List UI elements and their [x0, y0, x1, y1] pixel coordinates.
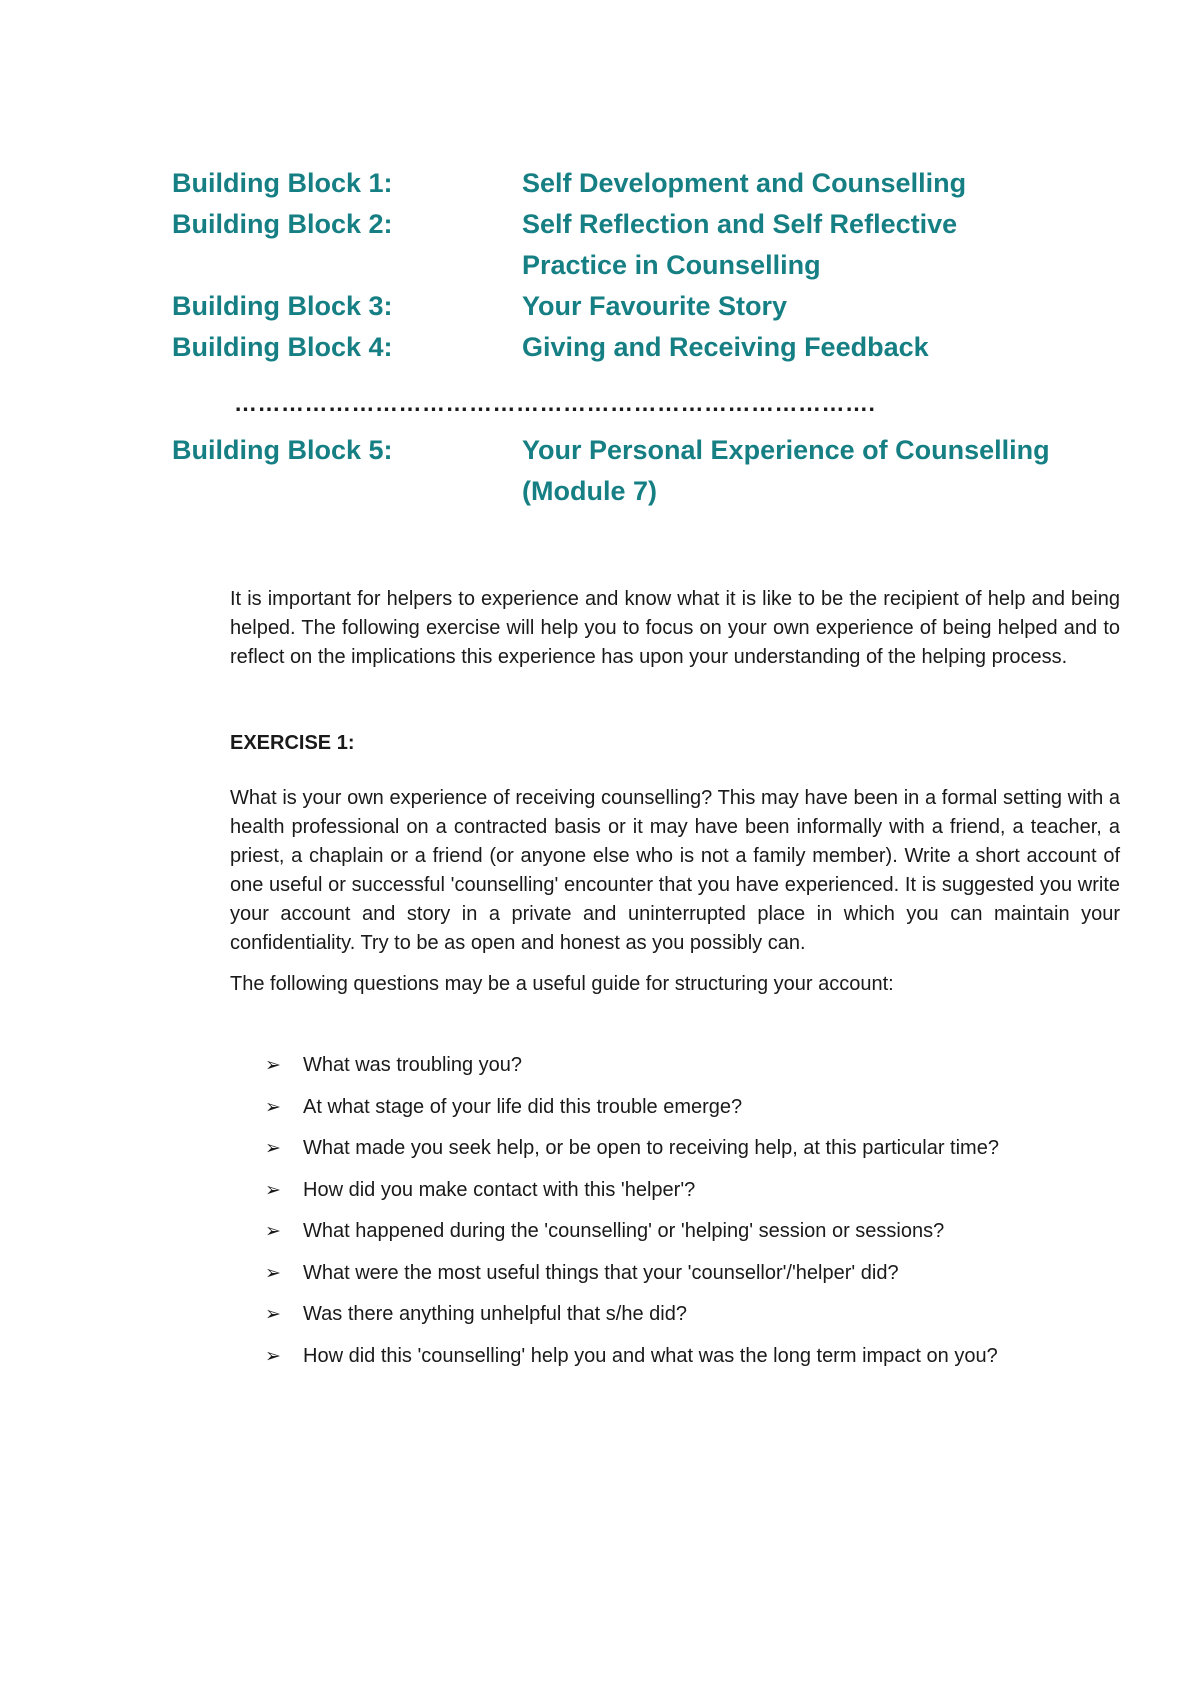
building-block-title: Self Reflection and Self Reflective Practice in Counselling [522, 209, 958, 280]
main-content [230, 585, 1120, 1383]
list-item [265, 1093, 1120, 1135]
question-text: At what stage of your life did this trouble emerge? [303, 1095, 743, 1118]
building-block-label: Building Block 5: [172, 435, 393, 465]
guide-intro: The following questions may be a useful guide for structuring your account: [230, 973, 894, 995]
building-block-label: Building Block 1: [172, 168, 393, 198]
question-text: Was there anything unhelpful that s/he did? [303, 1303, 687, 1325]
arrow-bullet-icon: ➢ [265, 1304, 281, 1325]
building-block-title: Self Development and Counselling [522, 168, 967, 198]
building-block-row [172, 430, 1052, 512]
building-block-row [172, 327, 1052, 368]
question-text: What happened during the 'counselling' or 'helping' session or sessions? [303, 1220, 945, 1242]
arrow-bullet-icon: ➢ [265, 1179, 281, 1201]
arrow-bullet-icon: ➢ [265, 1138, 281, 1159]
arrow-bullet-icon: ➢ [265, 1262, 281, 1284]
arrow-bullet-icon: ➢ [265, 1345, 281, 1367]
building-block-row [172, 286, 1052, 327]
question-text: How did you make contact with this 'helper'? [303, 1178, 696, 1201]
exercise-heading: EXERCISE 1: [230, 732, 355, 754]
building-block-row [172, 163, 1052, 204]
arrow-bullet-icon: ➢ [265, 1055, 281, 1076]
question-text: What made you seek help, or be open to receiving help, at this particular time? [303, 1137, 999, 1159]
dotted-separator: ………………………………………………………………………. [234, 390, 876, 416]
intro-paragraph: It is important for helpers to experience and know what it is like to be the recipient of help and being helped. The following exercise will help you to focus on your own experience of being helped and to reflect on the implications this experience has upon your understanding of the helping process. [230, 588, 1120, 668]
list-item [265, 1300, 1120, 1342]
building-block-title: Your Personal Experience of Counselling (Module 7) [522, 435, 1050, 506]
question-text: How did this 'counselling' help you and what was the long term impact on you? [303, 1344, 998, 1367]
exercise-paragraph: What is your own experience of receiving counselling? This may have been in a formal setting with a health professional on a contracted basis or it may have been informally with a friend, a teacher, a priest, a chaplain or a friend (or anyone else who is not a family member). Write a short account of one useful or successful 'counselling' encounter that you have experienced. It is suggested you write your account and story in a private and uninterrupted place in which you can maintain your confidentiality. Try to be as open and honest as you possibly can. [230, 787, 1120, 954]
list-item [265, 1134, 1120, 1176]
building-block-title: Giving and Receiving Feedback [522, 332, 929, 362]
building-block-title: Your Favourite Story [522, 291, 788, 321]
building-block-label: Building Block 4: [172, 332, 393, 362]
question-list [230, 1051, 1120, 1383]
list-item [265, 1342, 1120, 1384]
building-block-row [172, 204, 1052, 286]
building-block-label: Building Block 2: [172, 209, 393, 239]
list-item [265, 1217, 1120, 1259]
question-text: What were the most useful things that your 'counsellor'/'helper' did? [303, 1261, 899, 1284]
building-block-list [172, 163, 1052, 368]
list-item [265, 1259, 1120, 1301]
building-block-label: Building Block 3: [172, 291, 393, 321]
list-item [265, 1176, 1120, 1218]
question-text: What was troubling you? [303, 1054, 523, 1076]
current-building-block [172, 430, 1052, 512]
arrow-bullet-icon: ➢ [265, 1221, 281, 1242]
arrow-bullet-icon: ➢ [265, 1096, 281, 1118]
list-item [265, 1051, 1120, 1093]
